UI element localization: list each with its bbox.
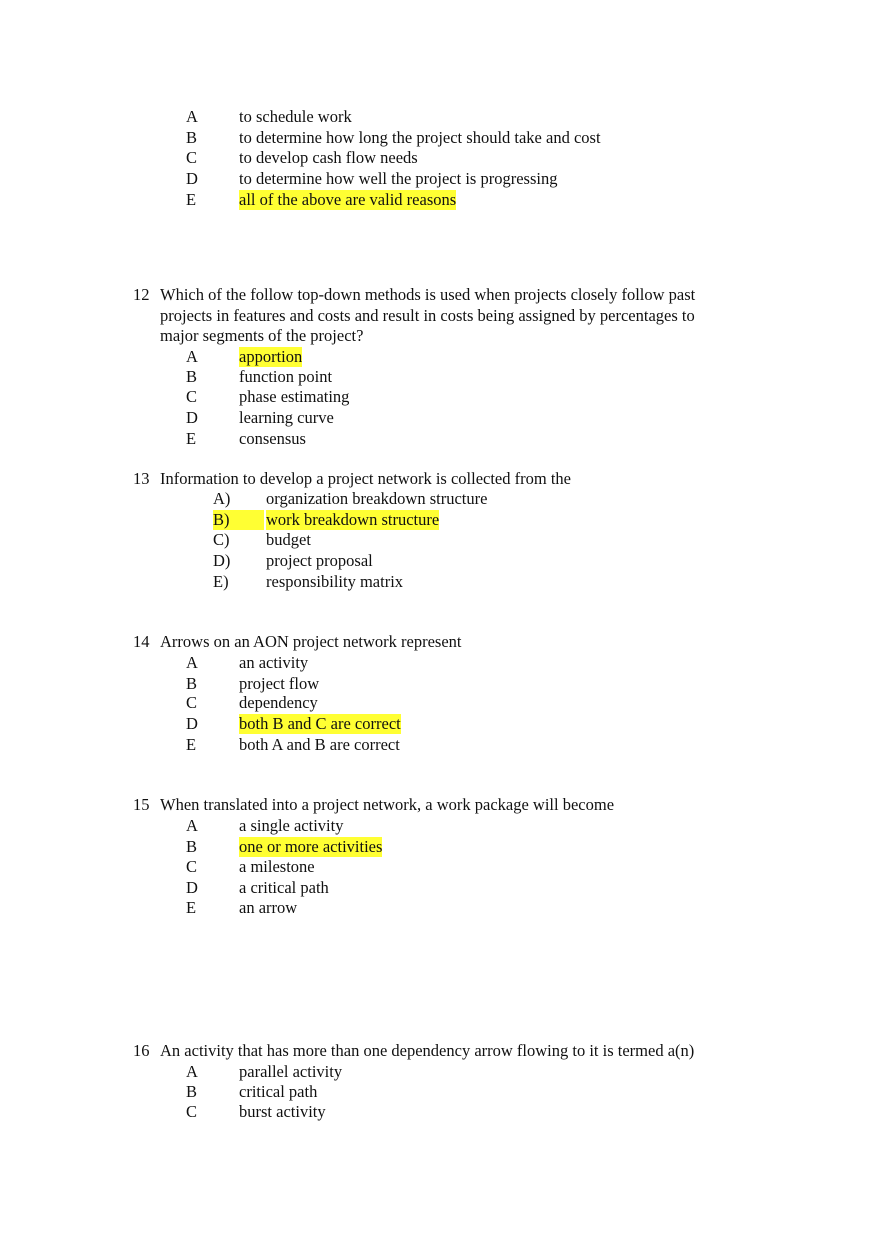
option-letter: A) (213, 489, 231, 508)
option-text: responsibility matrix (266, 572, 404, 591)
option-letter: E (186, 190, 197, 209)
option-text: burst activity (239, 1102, 326, 1121)
option-letter: C (186, 1102, 198, 1121)
option-text: project proposal (266, 551, 373, 570)
option-text: phase estimating (239, 387, 350, 406)
option-letter: A (186, 816, 198, 835)
option-letter: D (186, 714, 198, 733)
question-text-line: When translated into a project network, a work package will become (160, 795, 615, 814)
option-letter: B (186, 128, 198, 147)
option-text-highlighted: apportion (239, 347, 303, 366)
option-text: critical path (239, 1082, 318, 1101)
question-text-line: Which of the follow top-down methods is used when projects closely follow past (160, 285, 696, 304)
option-text: a critical path (239, 878, 329, 897)
question-text-line: projects in features and costs and result in costs being assigned by percentages to (160, 306, 695, 325)
option-letter-highlighted: B) (213, 510, 264, 530)
option-text: to determine how long the project should take and cost (239, 128, 601, 147)
option-text: project flow (239, 674, 320, 693)
option-text-highlighted: one or more activities (239, 837, 383, 856)
option-text: an activity (239, 653, 309, 672)
option-letter: C (186, 387, 198, 406)
option-text: budget (266, 530, 311, 549)
option-letter: E (186, 898, 197, 917)
option-text: function point (239, 367, 333, 386)
option-text-highlighted: all of the above are valid reasons (239, 190, 457, 209)
option-text-highlighted: both B and C are correct (239, 714, 401, 733)
option-text: a single activity (239, 816, 344, 835)
question-number: 13 (133, 469, 150, 488)
option-letter: D (186, 408, 198, 427)
option-text: a milestone (239, 857, 315, 876)
question-number: 16 (133, 1041, 150, 1060)
option-letter: D (186, 169, 198, 188)
option-text: to develop cash flow needs (239, 148, 418, 167)
option-letter: E (186, 429, 197, 448)
question-number: 14 (133, 632, 150, 651)
option-text: learning curve (239, 408, 334, 427)
question-text-line: Information to develop a project network is collected from the (160, 469, 571, 488)
option-letter: A (186, 1062, 198, 1081)
option-text: consensus (239, 429, 306, 448)
option-letter: C (186, 857, 198, 876)
option-text: an arrow (239, 898, 298, 917)
option-letter: E) (213, 572, 229, 591)
option-letter: A (186, 107, 198, 126)
option-letter: A (186, 653, 198, 672)
option-letter: C (186, 148, 198, 167)
option-letter: B (186, 837, 198, 856)
question-text-line: major segments of the project? (160, 326, 364, 345)
option-text: organization breakdown structure (266, 489, 488, 508)
option-letter: E (186, 735, 197, 754)
option-letter: B (186, 674, 198, 693)
option-letter: B (186, 1082, 198, 1101)
option-letter: D) (213, 551, 231, 570)
option-text: to schedule work (239, 107, 352, 126)
option-letter: C) (213, 530, 230, 549)
question-text-line: Arrows on an AON project network represent (160, 632, 462, 651)
question-number: 12 (133, 285, 150, 304)
question-text-line: An activity that has more than one dependency arrow flowing to it is termed a(n) (160, 1041, 695, 1060)
option-text: dependency (239, 693, 318, 712)
option-letter: A (186, 347, 198, 366)
question-number: 15 (133, 795, 150, 814)
option-text: to determine how well the project is progressing (239, 169, 558, 188)
option-text-highlighted: work breakdown structure (266, 510, 440, 529)
option-letter: C (186, 693, 198, 712)
option-letter: D (186, 878, 198, 897)
option-text: both A and B are correct (239, 735, 400, 754)
option-letter: B (186, 367, 198, 386)
option-text: parallel activity (239, 1062, 343, 1081)
